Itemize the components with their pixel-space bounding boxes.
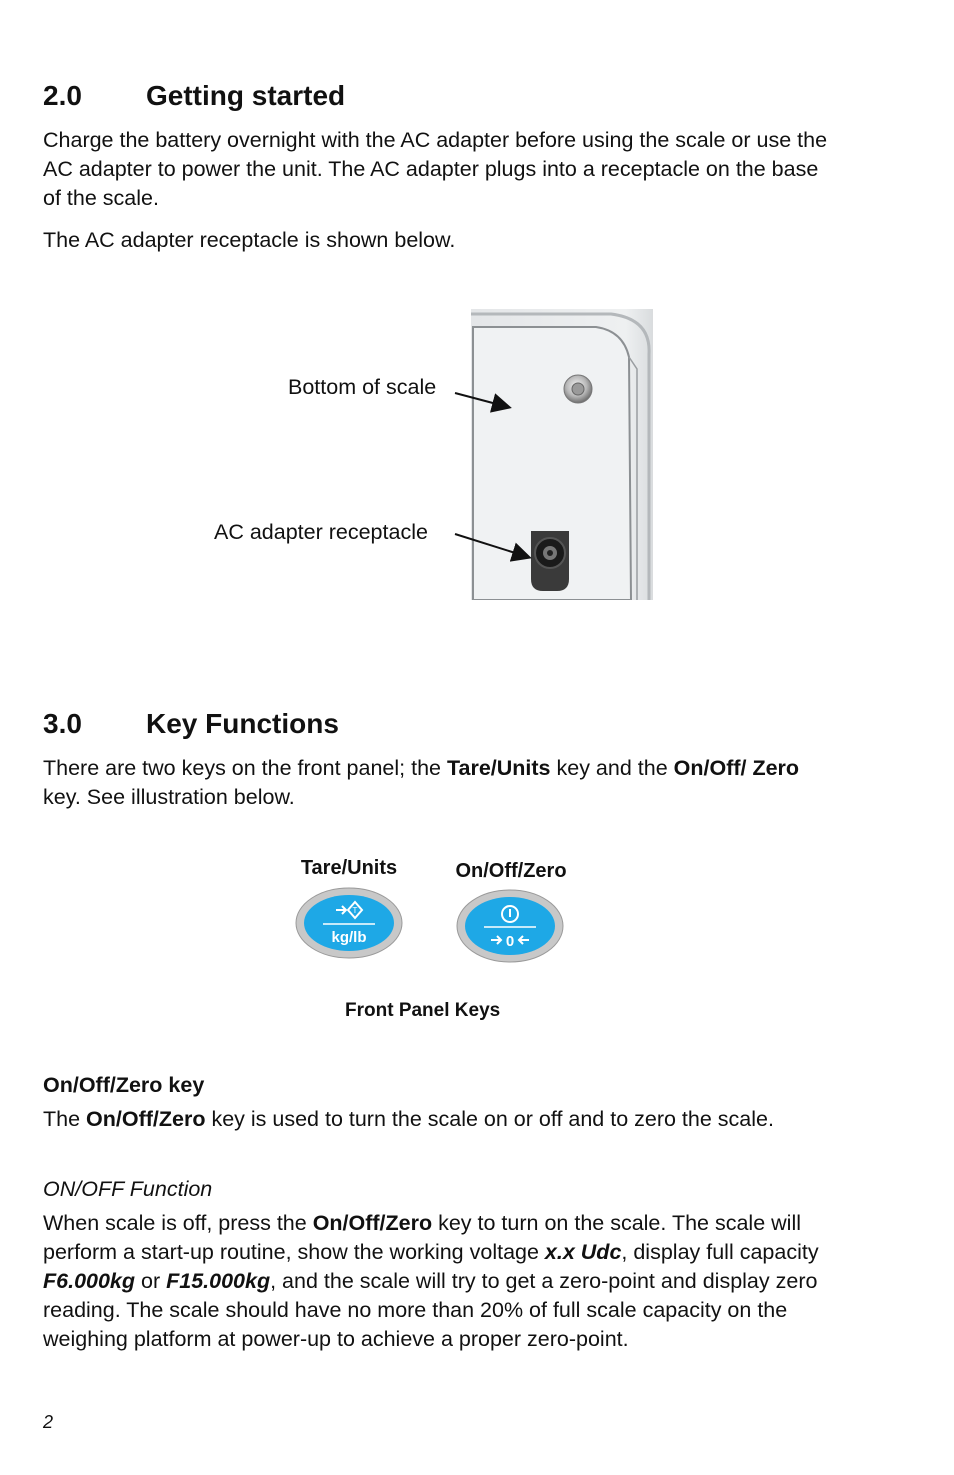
p1-key: On/Off/Zero [86, 1107, 206, 1131]
p2-text-1: When scale is off, press the [43, 1211, 313, 1235]
section-2-heading [43, 80, 345, 112]
section-3-intro [43, 754, 838, 812]
page-number: 2 [43, 1412, 54, 1432]
p2-text-2: key to turn on the scale. The scale will perform a start-up routine, show the working voltage [43, 1211, 801, 1264]
arrow-ac-receptacle [455, 534, 528, 557]
zero-text: 0 [505, 933, 515, 950]
tare-units-key-label: Tare/Units [300, 857, 398, 879]
kg-lb-text: kg/lb [331, 929, 367, 946]
p2-capacity-1: F6.000kg [43, 1269, 136, 1293]
section-2-number: 2.0 [43, 80, 82, 111]
intro-text-3: key. See illustration below. [43, 785, 295, 809]
section-2-paragraph-1: Charge the battery overnight with the AC adapter before using the scale or use the AC adapter to power the unit. The AC adapter plugs into a receptacle on the base of the scale. [43, 128, 828, 210]
callout-bottom-of-scale: Bottom of scale [288, 375, 437, 399]
p2-capacity-2: F15.000kg [166, 1269, 271, 1293]
section-3-number: 3.0 [43, 708, 82, 739]
p2-text-5: , and the scale will try to get a zero-point and display zero reading. The scale should have no more than 20% of full scale capacity on the weighing platform at power-up to achieve a proper zero-point. [43, 1269, 818, 1351]
on-off-zero-key-heading: On/Off/Zero key [43, 1073, 205, 1097]
front-panel-keys-caption: Front Panel Keys [345, 1000, 501, 1021]
p2-voltage: x.x Udc [544, 1240, 622, 1264]
callout-ac-adapter-receptacle: AC adapter receptacle [214, 520, 428, 544]
p1-text-2: key is used to turn the scale on or off and to zero the scale. [205, 1107, 774, 1131]
arrow-bottom-of-scale [455, 393, 508, 407]
section-3-title: Key Functions [146, 708, 339, 739]
section-3-heading [43, 708, 339, 740]
section-2-title: Getting started [146, 80, 346, 111]
svg-text:T: T [352, 906, 358, 915]
callout-arrows [440, 380, 540, 570]
intro-key-tare-units: Tare/Units [446, 756, 551, 780]
on-off-zero-key-label: On/Off/Zero [455, 860, 567, 882]
p1-text-1: The [43, 1107, 87, 1131]
intro-key-on-off-zero: On/Off/ Zero [673, 756, 800, 780]
on-off-zero-paragraph-2 [43, 1209, 833, 1354]
on-off-function-subheading: ON/OFF Function [43, 1177, 213, 1201]
on-off-zero-key[interactable] [456, 889, 564, 964]
p2-text-4: or [135, 1269, 167, 1293]
on-off-zero-paragraph-1 [43, 1105, 833, 1134]
tare-units-key[interactable] [295, 887, 403, 959]
section-2-paragraph-2: The AC adapter receptacle is shown below. [43, 228, 456, 252]
p2-text-3: , display full capacity [621, 1240, 819, 1264]
p2-key: On/Off/Zero [312, 1211, 433, 1235]
intro-text-1: There are two keys on the front panel; the [43, 756, 447, 780]
intro-text-2: key and the [550, 756, 674, 780]
